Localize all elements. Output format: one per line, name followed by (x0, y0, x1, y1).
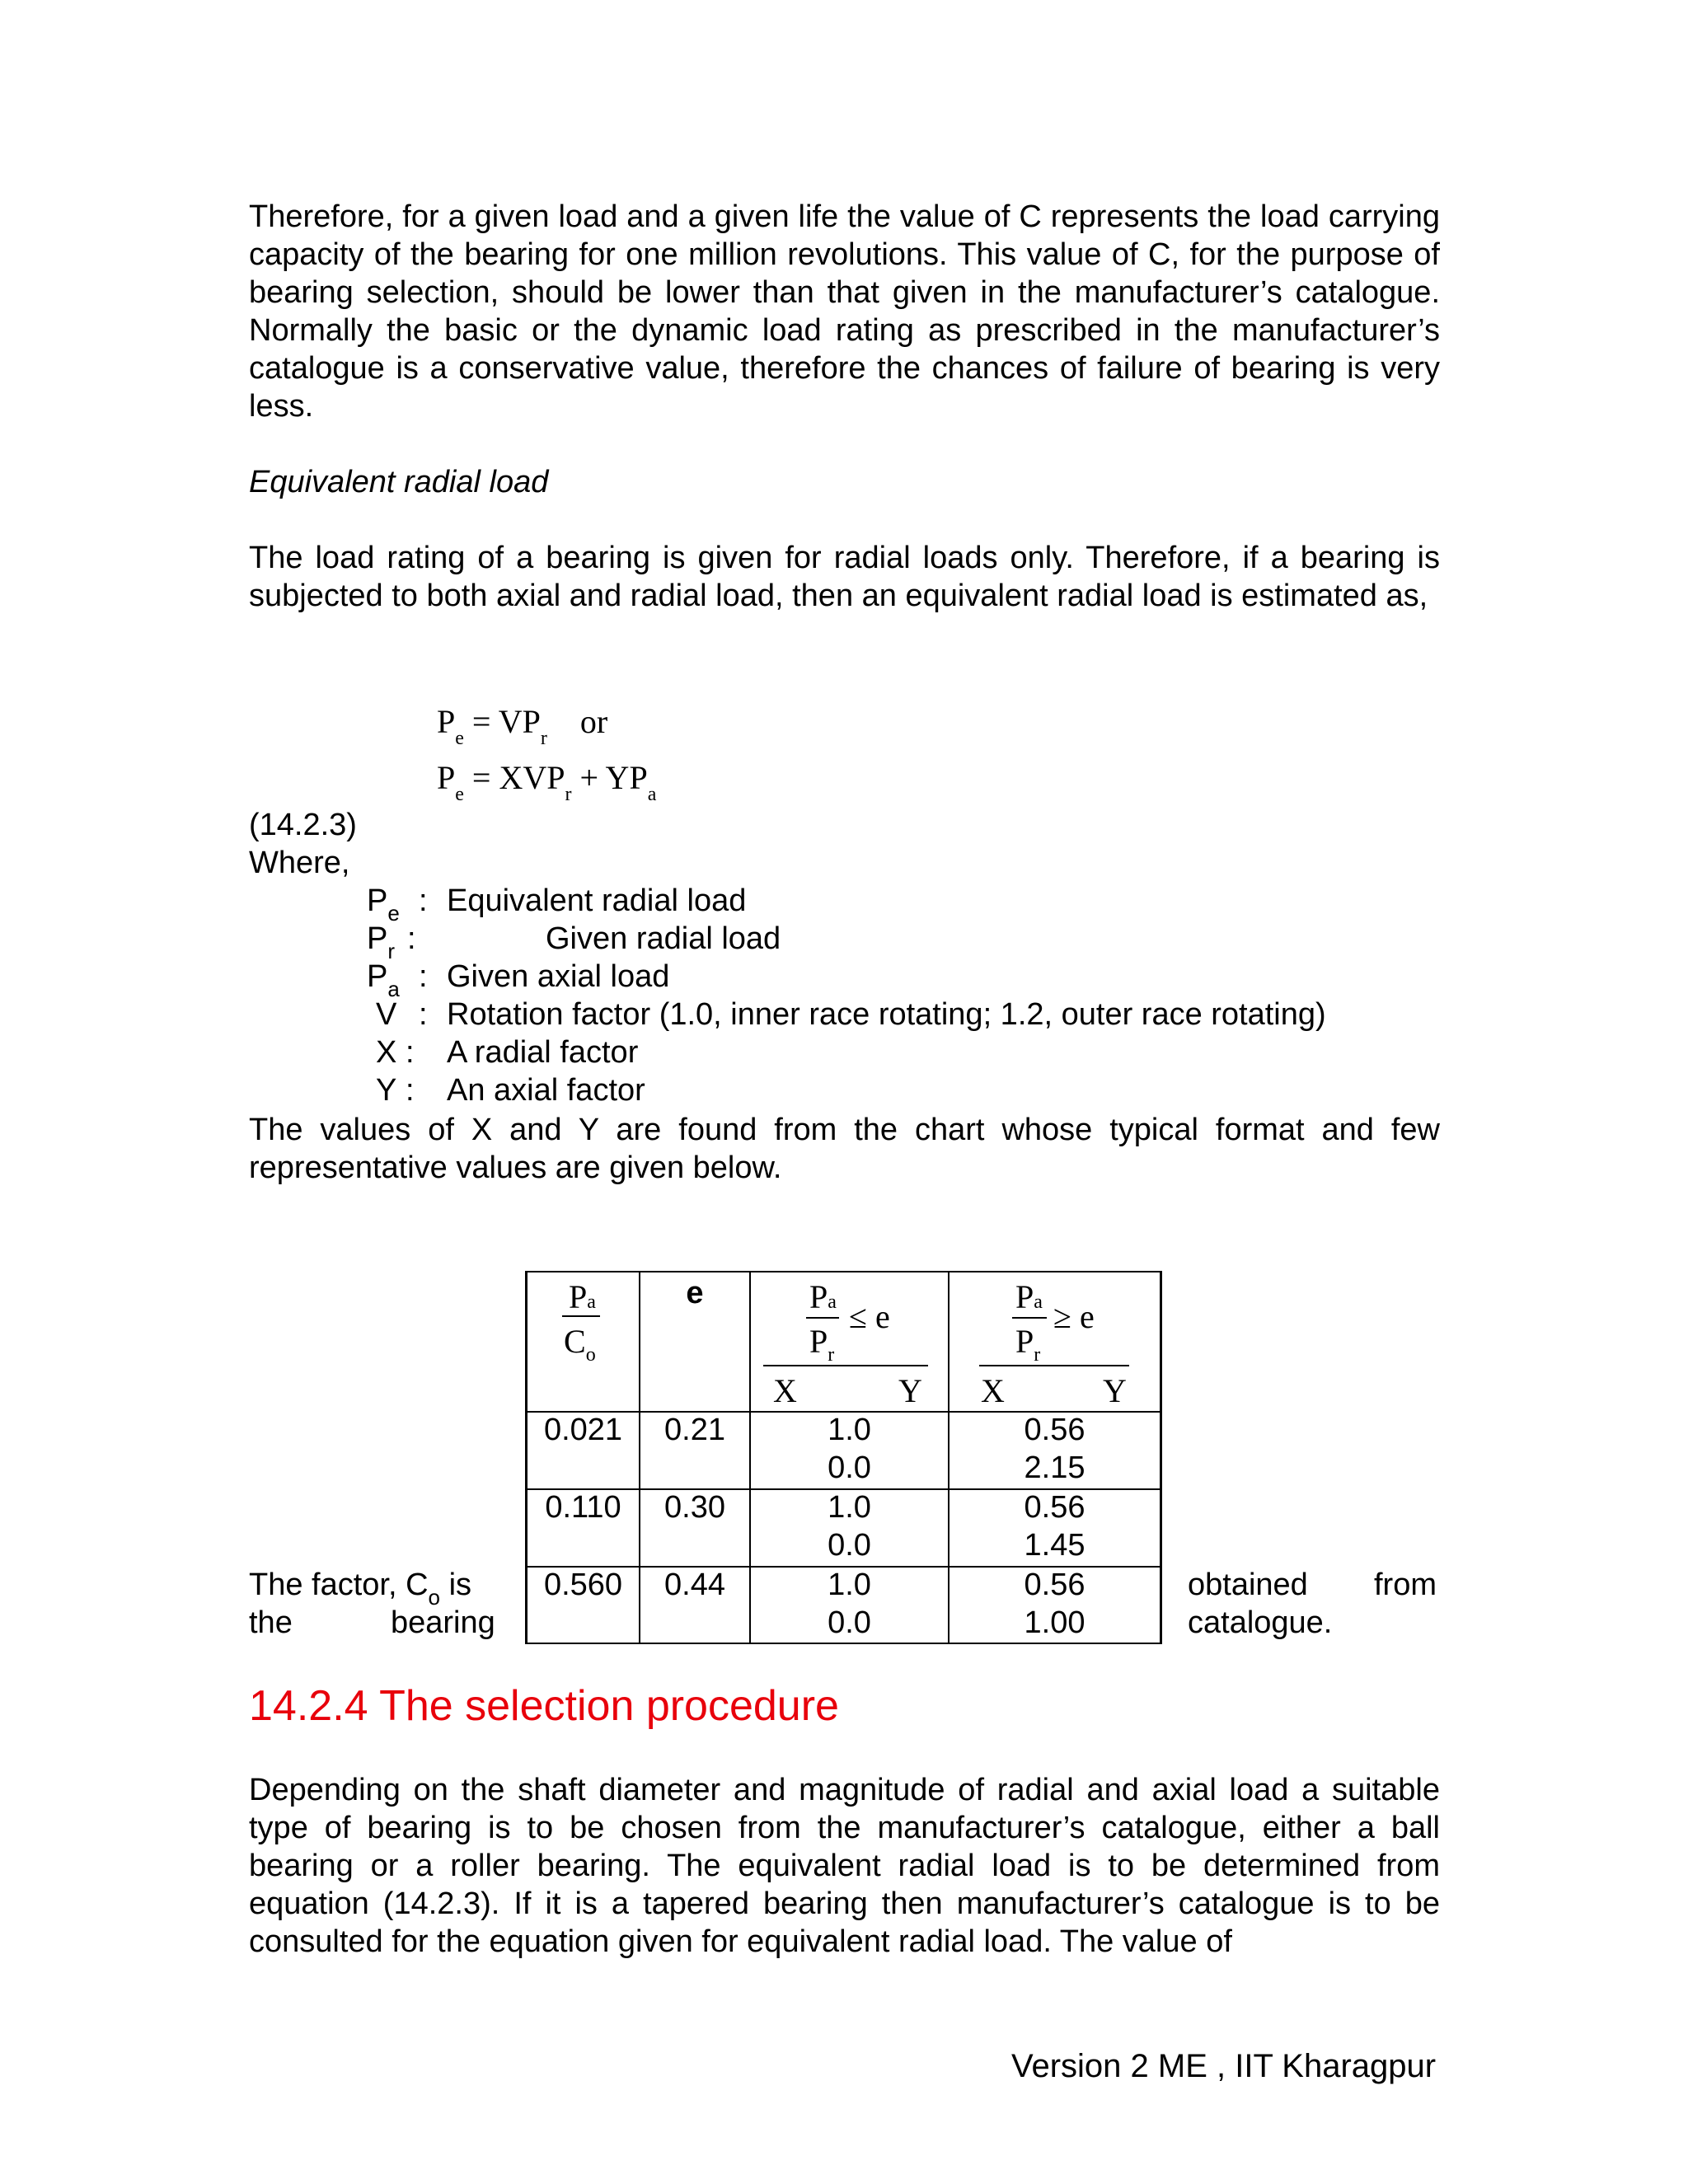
table-cell-x1: 1.0 (828, 1490, 871, 1525)
factor-text-right-line1a: obtained (1188, 1568, 1308, 1602)
def-colon: : (406, 1073, 415, 1108)
equation-line-2 (437, 758, 657, 805)
def-symbol: P (367, 883, 388, 918)
table-border-top (525, 1271, 1162, 1272)
header-co-denominator (564, 1322, 596, 1366)
page-footer: Version 2 ME , IIT Kharagpur (1011, 2048, 1437, 2084)
where-label: Where, (249, 846, 350, 880)
table-cell-e: 0.44 (664, 1568, 725, 1602)
factor-text-right-line1b: from (1374, 1568, 1437, 1602)
fraction-bar (562, 1315, 600, 1317)
def-colon: : (406, 1035, 415, 1070)
definition-x: X (376, 1035, 397, 1070)
equation-line-1 (437, 702, 608, 749)
header-ge-e: ≥ e (1053, 1298, 1095, 1335)
eq2-a: = XVP (463, 759, 565, 796)
definition-v: V (376, 997, 397, 1032)
header-e: e (686, 1276, 704, 1310)
frac-text: P (809, 1278, 828, 1315)
factor-text-end: is (440, 1568, 472, 1602)
frac-text: P (569, 1278, 588, 1315)
table-cell-x2: 0.56 (1024, 1568, 1085, 1602)
def-text: An axial factor (447, 1073, 645, 1108)
frac-text: P (1015, 1323, 1034, 1360)
header-pa-pr-le-numerator (809, 1277, 837, 1316)
subheader-y: Y (1103, 1372, 1127, 1409)
eq1-rhs-sub: r (540, 728, 547, 749)
header-pr-denominator (809, 1322, 835, 1366)
eq1-lhs: P (437, 703, 456, 740)
table-cell-x1: 1.0 (828, 1413, 871, 1447)
factor-text-sub: o (428, 1585, 441, 1610)
subheading-equivalent-radial-load: Equivalent radial load (249, 465, 549, 499)
frac-text: P (809, 1323, 828, 1360)
table-cell-pa-co: 0.560 (543, 1568, 623, 1602)
def-colon: : (419, 997, 428, 1032)
def-colon: : (419, 883, 428, 918)
paragraph-load-rating: The load rating of a bearing is given for radial loads only. Therefore, if a bearing is subjected to both axial and radial load, then an equivalent radial load is estimated as, (249, 541, 1440, 613)
equation-number: (14.2.3) (249, 808, 357, 842)
def-symbol-sub: e (387, 901, 400, 926)
definition-y: Y (376, 1073, 397, 1108)
frac-sub: a (587, 1291, 596, 1313)
eq2-b: + YP (571, 759, 648, 796)
table-border-bottom (525, 1643, 1162, 1644)
def-text: Given radial load (546, 921, 781, 956)
table-border-right (1160, 1271, 1162, 1644)
table-cell-e: 0.30 (664, 1490, 725, 1525)
def-text: Given axial load (447, 959, 670, 994)
header-pa-numerator (569, 1277, 596, 1316)
table-subheader-rule (979, 1365, 1129, 1366)
definition-pa (367, 959, 400, 1001)
def-text: Rotation factor (1.0, inner race rotating; 1.2, outer race rotating) (447, 997, 1326, 1032)
fraction-bar (1012, 1317, 1047, 1319)
fraction-bar (806, 1317, 839, 1319)
table-subheader-rule (763, 1365, 928, 1366)
def-colon: : (419, 959, 428, 994)
table-cell-x2: 0.56 (1024, 1413, 1085, 1447)
definition-pr (367, 921, 396, 963)
header-pr-denominator (1015, 1322, 1041, 1366)
factor-text-right-line2: catalogue. (1188, 1605, 1333, 1640)
frac-text: C (564, 1323, 586, 1360)
eq1-or: or (579, 703, 608, 740)
def-symbol: P (367, 959, 388, 994)
eq2-a-sub: r (565, 784, 572, 805)
factor-text-left-line2a: the (249, 1605, 293, 1640)
frac-sub: r (1034, 1344, 1041, 1366)
def-symbol: P (367, 921, 388, 956)
subheader-y: Y (898, 1372, 922, 1409)
frac-sub: o (585, 1344, 596, 1366)
table-cell-y2: 1.00 (1024, 1605, 1085, 1640)
eq2-lhs: P (437, 759, 456, 796)
subheader-x: X (981, 1372, 1005, 1409)
table-cell-y1: 0.0 (828, 1605, 871, 1640)
subheader-x: X (773, 1372, 797, 1409)
def-symbol-sub: r (387, 939, 396, 963)
def-text: Equivalent radial load (447, 883, 747, 918)
eq1-lhs-sub: e (455, 728, 464, 749)
frac-sub: a (1034, 1291, 1043, 1313)
table-cell-y1: 0.0 (828, 1528, 871, 1563)
eq2-lhs-sub: e (455, 784, 464, 805)
def-colon: : (407, 921, 416, 956)
table-cell-y2: 1.45 (1024, 1528, 1085, 1563)
paragraph-xy-values: The values of X and Y are found from the chart whose typical format and few representative values are given below. (249, 1113, 1440, 1185)
factor-text: The factor, C (249, 1568, 429, 1602)
def-text: A radial factor (447, 1035, 639, 1070)
table-cell-pa-co: 0.021 (543, 1413, 623, 1447)
table-cell-x1: 1.0 (828, 1568, 871, 1602)
table-cell-x2: 0.56 (1024, 1490, 1085, 1525)
frac-sub: a (828, 1291, 837, 1313)
paragraph-load-capacity: Therefore, for a given load and a given life the value of C represents the load carrying capacity of the bearing for one million revolutions. This value of C, for the purpose of bearing selection, should be lower than that given in the manufacturer’s catalogue. Normally the basic or the dynamic load rating as prescribed in the manufacturer’s catalogue is a conservative value, therefore the chances of failure of bearing is very less. (249, 199, 1440, 424)
paragraph-selection-procedure: Depending on the shaft diameter and magnitude of radial and axial load a suitable type of bearing is to be chosen from the manufacturer’s catalogue, either a ball bearing or a roller bearing. The equivalent radial load is to be determined from equation (14.2.3). If it is a tapered bearing then manufacturer’s catalogue is to be consulted for the equation given for equivalent radial load. The value of (249, 1773, 1440, 1959)
factor-text-left-line1 (249, 1568, 472, 1610)
frac-sub: r (828, 1344, 835, 1366)
def-symbol-sub: a (387, 977, 400, 1001)
definition-pe (367, 883, 400, 926)
section-heading: 14.2.4 The selection procedure (249, 1682, 839, 1730)
table-cell-y2: 2.15 (1024, 1451, 1085, 1485)
table-cell-e: 0.21 (664, 1413, 725, 1447)
frac-text: P (1015, 1278, 1034, 1315)
header-pa-pr-ge-numerator (1015, 1277, 1043, 1316)
header-le-e: ≤ e (849, 1298, 890, 1335)
eq2-b-sub: a (647, 784, 657, 805)
factor-text-left-line2b: bearing (391, 1605, 495, 1640)
table-cell-y1: 0.0 (828, 1451, 871, 1485)
eq1-rhs: = VP (463, 703, 541, 740)
table-cell-pa-co: 0.110 (545, 1490, 621, 1525)
